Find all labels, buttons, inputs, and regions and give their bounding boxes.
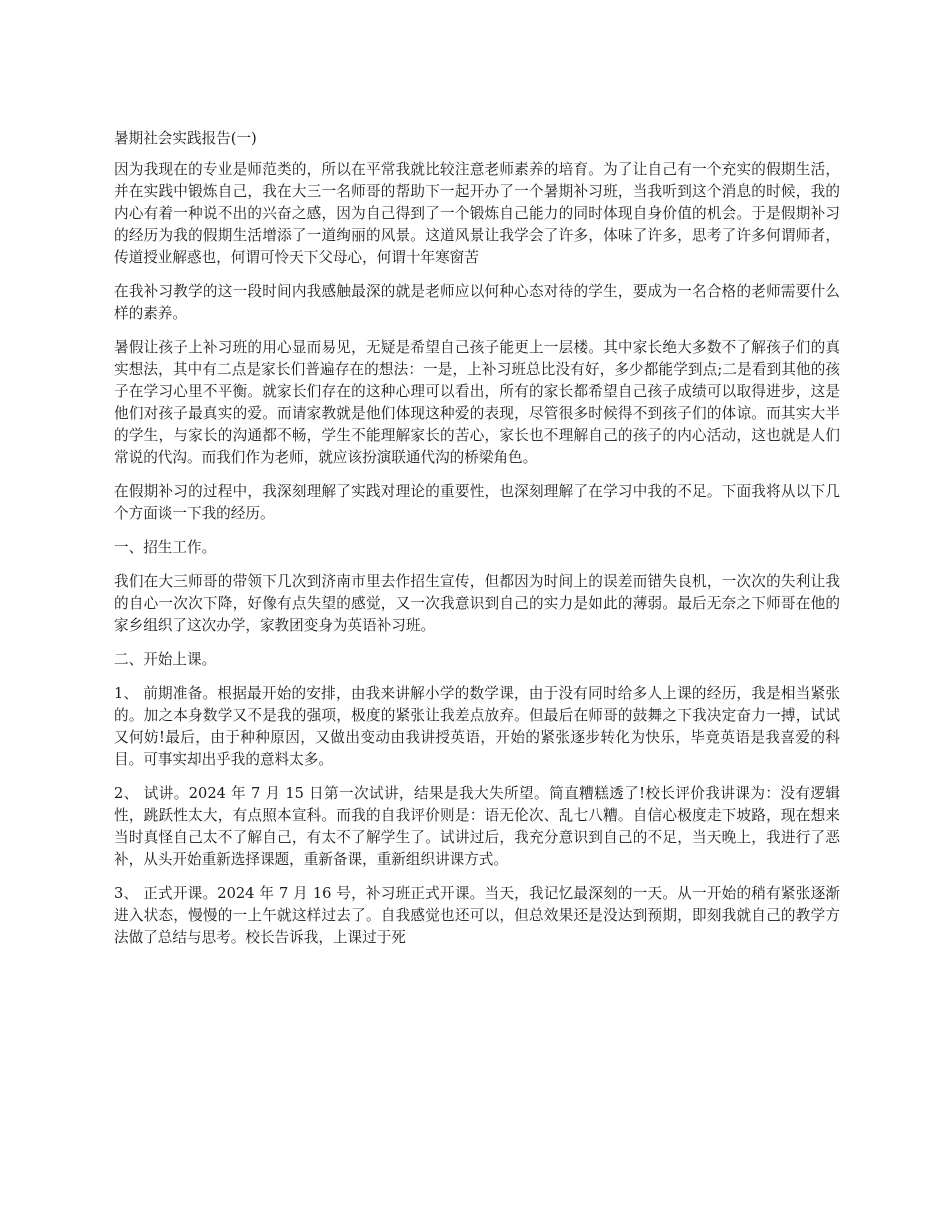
- document-title: 暑期社会实践报告(一): [114, 130, 257, 147]
- section-heading-classes: 二、开始上课。: [114, 651, 217, 668]
- paragraph-2: 在我补习教学的这一段时间内我感触最深的就是老师应以何种心态对待的学生，要成为一名合格的老师需要什么样的素养。: [114, 283, 840, 322]
- paragraph-5: 我们在大三师哥的带领下几次到济南市里去作招生宣传，但都因为时间上的误差而错失良机，一次次的失利让我的自心一次次下降，好像有点失望的感觉，又一次我意识到自己的实力是如此的薄弱。最后无奈之下师哥在他的家乡组织了这次办学，家教团变身为英语补习班。: [114, 573, 840, 634]
- document-page: [114, 128, 840, 961]
- paragraph-8: 3、 正式开课。2024 年 7 月 16 号，补习班正式开课。当天，我记忆最深刻的一天。从一开始的稍有紧张逐渐进入状态，慢慢的一上午就这样过去了。自我感觉也还可以，但总效果还是没达到预期，即刻我就自己的教学方法做了总结与思考。校长告诉我，上课过于死: [114, 885, 840, 946]
- paragraph-3: 暑假让孩子上补习班的用心显而易见，无疑是希望自己孩子能更上一层楼。其中家长绝大多数不了解孩子们的真实想法，其中有二点是家长们普遍存在的想法：一是，上补习班总比没有好，多少都能学到点;二是看到其他的孩子在学习心里不平衡。就家长们存在的这种心理可以看出，所有的家长都希望自己孩子成绩可以取得进步，这是他们对孩子最真实的爱。而请家教就是他们体现这种爱的表现，尽管很多时候得不到孩子们的体谅。而其实大半的学生，与家长的沟通都不畅，学生不能理解家长的苦心，家长也不理解自己的孩子的内心活动，这也就是人们常说的代沟。而我们作为老师，就应该扮演联通代沟的桥梁角色。: [114, 339, 840, 466]
- paragraph-7: 2、 试讲。2024 年 7 月 15 日第一次试讲，结果是我大失所望。简直糟糕透了!校长评价我讲课为：没有逻辑性，跳跃性太大，有点照本宣科。而我的自我评价则是：语无伦次、乱七八糟。自信心极度走下坡路，现在想来当时真怪自己太不了解自己，有太不了解学生了。试讲过后，我充分意识到自己的不足，当天晚上，我进行了恶补，从头开始重新选择课题，重新备课，重新组织讲课方式。: [114, 785, 840, 868]
- section-heading-recruitment: 一、招生工作。: [114, 539, 217, 556]
- paragraph-4: 在假期补习的过程中，我深刻理解了实践对理论的重要性，也深刻理解了在学习中我的不足。下面我将从以下几个方面谈一下我的经历。: [114, 483, 840, 522]
- paragraph-1: 因为我现在的专业是师范类的，所以在平常我就比较注意老师素养的培育。为了让自己有一个充实的假期生活，并在实践中锻炼自己，我在大三一名师哥的帮助下一起开办了一个暑期补习班，当我听到这个消息的时候，我的内心有着一种说不出的兴奋之感，因为自己得到了一个锻炼自己能力的同时体现自身价值的机会。于是假期补习的经历为我的假期生活增添了一道绚丽的风景。这道风景让我学会了许多，体味了许多，思考了许多何谓师者，传道授业解惑也，何谓可怜天下父母心，何谓十年寒窗苦: [114, 161, 840, 266]
- paragraph-6: 1、 前期准备。根据最开始的安排，由我来讲解小学的数学课，由于没有同时给多人上课的经历，我是相当紧张的。加之本身数学又不是我的强项，极度的紧张让我差点放弃。但最后在师哥的鼓舞之下我决定奋力一搏，试试又何妨!最后，由于种种原因，又做出变动由我讲授英语，开始的紧张逐步转化为快乐，毕竟英语是我喜爱的科目。可事实却出乎我的意料太多。: [114, 685, 840, 768]
